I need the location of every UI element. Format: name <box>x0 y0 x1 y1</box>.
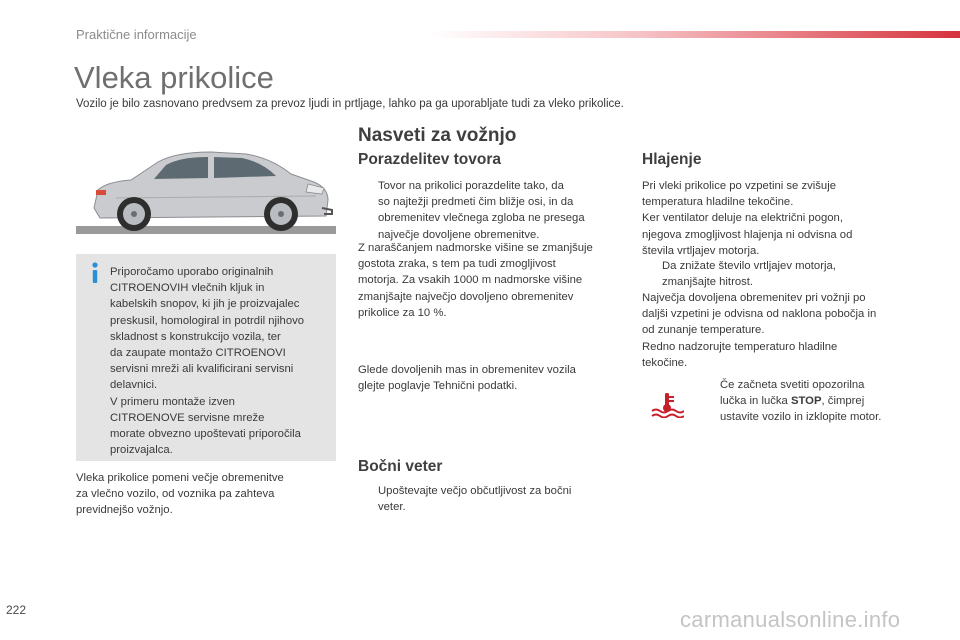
cooling-paragraph: Pri vleki prikolice po vzpetini se zvišuje temperatura hladilne tekočine. Ker ventilator deluje na električni pogon, njegova zmogljivost hlajenja ni odvisna od števila vrtljajev motorja. <box>642 180 853 257</box>
bullet-reduce-rpm <box>642 258 904 290</box>
towing-load-note: Vleka prikolice pomeni večje obremenitve za vlečno vozilo, od voznika pa zahteva previdnejšo vožnjo. <box>76 472 284 517</box>
bullet-text: Upoštevajte večjo občutljivost za bočni veter. <box>378 485 572 514</box>
section-label: Praktične informacije <box>76 27 197 42</box>
subheading-crosswind: Bočni veter <box>358 458 443 475</box>
bullet-crosswind <box>358 483 620 515</box>
stop-label: STOP <box>790 395 822 408</box>
bullet-marker <box>642 258 662 290</box>
page-title: Vleka prikolice <box>74 60 274 95</box>
warning-text-start: Če začneta svetiti opozorilna lučka in lučka <box>720 379 865 408</box>
section-title-driving-tips: Nasveti za vožnjo <box>358 125 517 146</box>
max-load-gradient-paragraph: Največja dovoljena obremenitev pri vožnji po daljši vzpetini je odvisna od naklona pobočja in od zunanje temperature. Redno nadzorujte temperaturo hladilne tekočine. <box>642 292 877 369</box>
info-icon <box>90 262 100 284</box>
car-illustration <box>76 138 336 238</box>
bullet-load-distribution <box>358 178 618 243</box>
bullet-text: Tovor na prikolici porazdelite tako, da so najtežji predmeti čim bližje osi, in da obremenitev vlečnega zgloba ne presega največje dovoljene obremenitve. <box>378 180 585 241</box>
masses-reference-paragraph: Glede dovoljenih mas in obremenitev vozila glejte poglavje Tehnični podatki. <box>358 364 576 393</box>
info-box-text: Priporočamo uporabo originalnih CITROENOVIH vlečnih kljuk in kabelskih snopov, ki jih je proizvajalec preskusil, homologiral in potrdil njihovo skladnost s konstrukcijo vozila, ter da zaupate montažo CITROENOVI servisni mreži ali kvalificirani servisni delavnici. V primeru montaže izven CITROENOVE servisne mreže morate obvezno upoštevati priporočila proizvajalca. <box>110 266 305 457</box>
bullet-stop-warning <box>700 377 910 426</box>
intro-text: Vozilo je bilo zasnovano predvsem za prevoz ljudi in prtljage, lahko pa ga uporabljate tudi za vleko prikolice. <box>76 98 624 110</box>
watermark: carmanualsonline.info <box>680 607 901 632</box>
page-number: 222 <box>6 603 27 617</box>
subheading-cooling: Hlajenje <box>642 151 702 168</box>
header-accent-bar <box>430 31 960 38</box>
bullet-text: Da znižate število vrtljajev motorja, zmanjšajte hitrost. <box>662 260 836 289</box>
bullet-marker <box>358 178 378 243</box>
coolant-temperature-warning-icon <box>650 392 684 418</box>
bullet-marker <box>700 377 720 426</box>
bullet-text <box>720 377 881 426</box>
subheading-load-distribution: Porazdelitev tovora <box>358 151 501 168</box>
altitude-paragraph: Z naraščanjem nadmorske višine se zmanjšuje gostota zraka, s tem pa tudi zmogljivost motorja. Za vsakih 1000 m nadmorske višine zmanjšajte največjo dovoljeno obremenitev prikolice za 10 %. <box>358 242 593 319</box>
warning-text-end: , čimprej ustavite vozilo in izklopite motor. <box>720 395 882 424</box>
bullet-marker <box>358 483 378 515</box>
